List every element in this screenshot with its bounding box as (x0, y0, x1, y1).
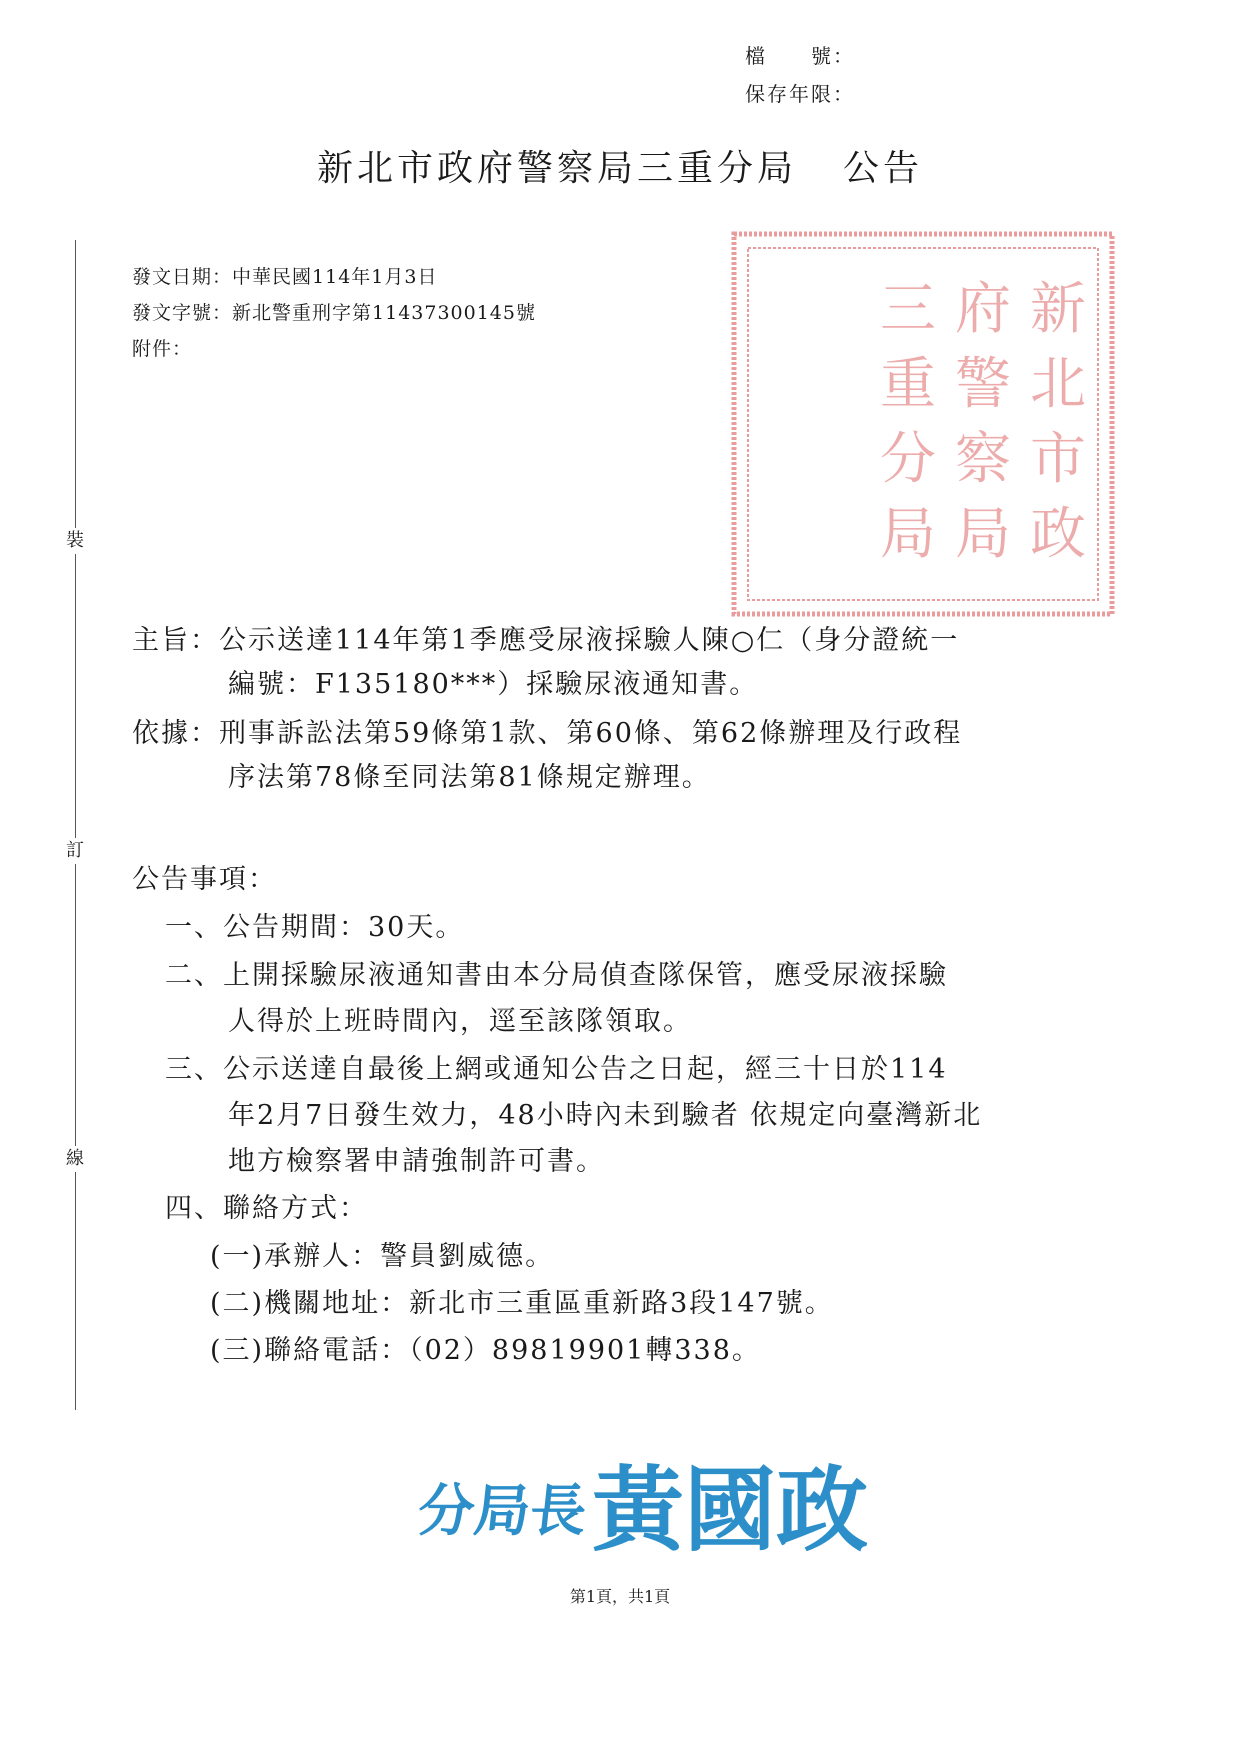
announcement-item-4: 四、聯絡方式： (165, 1193, 368, 1224)
subject-line-2: 編號：F135180***）採驗尿液通知書。 (228, 669, 759, 700)
subject-text-1: 公示送達114年第1季應受尿液採驗人陳○仁（身分證統一 (219, 625, 960, 656)
file-number-label: 檔 號： (745, 44, 855, 68)
subject-label: 主旨： (132, 625, 219, 656)
reference-value: 新北警重刑字第11437300145號 (232, 302, 536, 324)
page-number: 第1頁，共1頁 (569, 1587, 671, 1606)
svg-text:警: 警 (955, 352, 1011, 417)
svg-text:分: 分 (880, 427, 936, 492)
basis-line-1 (132, 716, 962, 752)
announcement-item-3-line-3: 地方檢察署申請強制許可書。 (228, 1146, 605, 1177)
announcement-item-3-line-2: 年2月7日發生效力，48小時內未到驗者 依規定向臺灣新北 (228, 1100, 983, 1131)
svg-text:政: 政 (1030, 502, 1086, 567)
announcement-item-2-line-2: 人得於上班時間內，逕至該隊領取。 (228, 1006, 692, 1037)
basis-line-2: 序法第78條至同法第81條規定辦理。 (228, 762, 711, 793)
subject-line-1 (132, 623, 959, 659)
contact-officer: (一)承辦人：警員劉威德。 (210, 1241, 555, 1272)
issue-date-label: 發文日期： (132, 266, 233, 288)
official-seal-stamp (728, 228, 1118, 620)
announcement-item-1: 一、公告期間：30天。 (165, 912, 465, 943)
contact-address: (二)機關地址：新北市三重區重新路3段147號。 (210, 1288, 834, 1319)
svg-text:新: 新 (1030, 277, 1086, 342)
announcement-heading: 公告事項： (132, 864, 277, 895)
announcement-item-3-line-1: 三、公示送達自最後上網或通知公告之日起，經三十日於114 (165, 1054, 948, 1085)
svg-text:市: 市 (1030, 427, 1086, 492)
retention-period-label: 保存年限： (745, 82, 855, 106)
basis-label: 依據： (132, 718, 219, 749)
binding-mark-zhuang: 裝 (62, 528, 88, 554)
binding-margin-line (75, 240, 76, 1410)
svg-text:府: 府 (955, 277, 1011, 342)
binding-mark-ding: 訂 (62, 838, 88, 864)
svg-text:局: 局 (880, 502, 936, 567)
svg-text:三: 三 (880, 277, 936, 342)
svg-text:察: 察 (955, 427, 1011, 492)
svg-text:分局長: 分局長 (414, 1479, 590, 1544)
document-type: 公告 (843, 148, 924, 189)
svg-text:局: 局 (955, 502, 1011, 567)
basis-text-1: 刑事訴訟法第59條第1款、第60條、第62條辦理及行政程 (219, 718, 963, 749)
document-title (0, 140, 1240, 191)
svg-text:北: 北 (1030, 352, 1086, 417)
svg-text:黃國政: 黃國政 (592, 1457, 869, 1564)
director-signature-stamp (414, 1438, 869, 1568)
reference-label: 發文字號： (132, 302, 233, 324)
agency-name: 新北市政府警察局三重分局 (316, 148, 797, 189)
contact-phone: (三)聯絡電話：（02）89819901轉338。 (210, 1335, 761, 1366)
issue-date (132, 262, 437, 289)
attachment-label: 附件： (132, 338, 193, 360)
announcement-item-2-line-1: 二、上開採驗尿液通知書由本分局偵查隊保管，應受尿液採驗 (165, 960, 948, 991)
issue-date-value: 中華民國114年1月3日 (232, 266, 438, 288)
document-reference (132, 298, 536, 325)
binding-mark-xian: 線 (62, 1146, 88, 1172)
svg-text:重: 重 (880, 352, 936, 417)
